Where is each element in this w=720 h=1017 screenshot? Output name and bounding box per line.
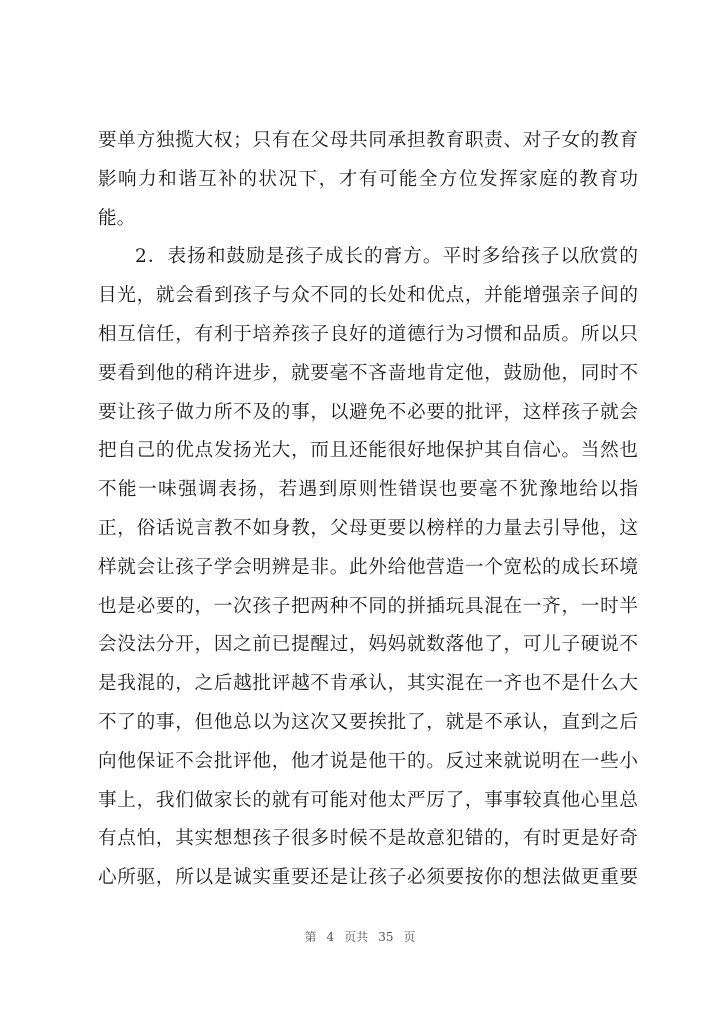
text-line: 有点怕，其实想想孩子很多时候不是故意犯错的，有时更是好奇 [98, 828, 638, 850]
text-line: 要单方独揽大权；只有在父母共同承担教育职责、对子女的教育 [98, 130, 638, 151]
footer-page-number: 4 [326, 930, 335, 944]
text-line: 会没法分开，因之前已提醒过，妈妈就数落他了，可儿子硬说不 [98, 634, 638, 656]
footer-prefix: 第 [304, 930, 317, 944]
text-line: 要看到他的稍许进步，就要毫不吝啬地肯定他，鼓励他，同时不 [98, 362, 638, 384]
body-text [98, 122, 638, 898]
text-line: 影响力和谐互补的状况下，才有可能全方位发挥家庭的教育功 [98, 168, 638, 190]
text-line: 不能一味强调表扬，若遇到原则性错误也要毫不犹豫地给以指 [98, 479, 638, 501]
text-line: 能。 [98, 207, 136, 229]
text-line: 向他保证不会批评他，他才说是他干的。反过来就说明在一些小 [98, 750, 638, 772]
text-line: 要让孩子做力所不及的事，以避免不必要的批评，这样孩子就会 [98, 401, 638, 423]
footer-middle: 页共 [344, 930, 369, 944]
text-line: 相互信任，有利于培养孩子良好的道德行为习惯和品质。所以只 [98, 323, 638, 345]
footer-suffix: 页 [403, 930, 416, 944]
page-footer [0, 928, 720, 945]
text-line: 正，俗话说言教不如身教，父母更要以榜样的力量去引导他，这 [98, 517, 638, 539]
text-line: 事上，我们做家长的就有可能对他太严厉了，事事较真他心里总 [98, 789, 638, 811]
text-line: 样就会让孩子学会明辨是非。此外给他营造一个宽松的成长环境 [98, 556, 638, 578]
text-line: 2．表扬和鼓励是孩子成长的膏方。平时多给孩子以欣赏的 [135, 246, 638, 268]
text-line: 把自己的优点发扬光大，而且还能很好地保护其自信心。当然也 [98, 440, 638, 462]
text-line: 心所驱，所以是诚实重要还是让孩子必须要按你的想法做更重要 [98, 867, 638, 889]
text-line: 不了的事，但他总以为这次又要挨批了，就是不承认，直到之后 [98, 711, 638, 733]
footer-total-pages: 35 [378, 930, 394, 944]
text-line: 是我混的，之后越批评越不肯承认，其实混在一齐也不是什么大 [98, 673, 638, 695]
text-line: 目光，就会看到孩子与众不同的长处和优点，并能增强亲子间的 [98, 285, 638, 307]
text-line: 也是必要的，一次孩子把两种不同的拼插玩具混在一齐，一时半 [98, 595, 638, 617]
